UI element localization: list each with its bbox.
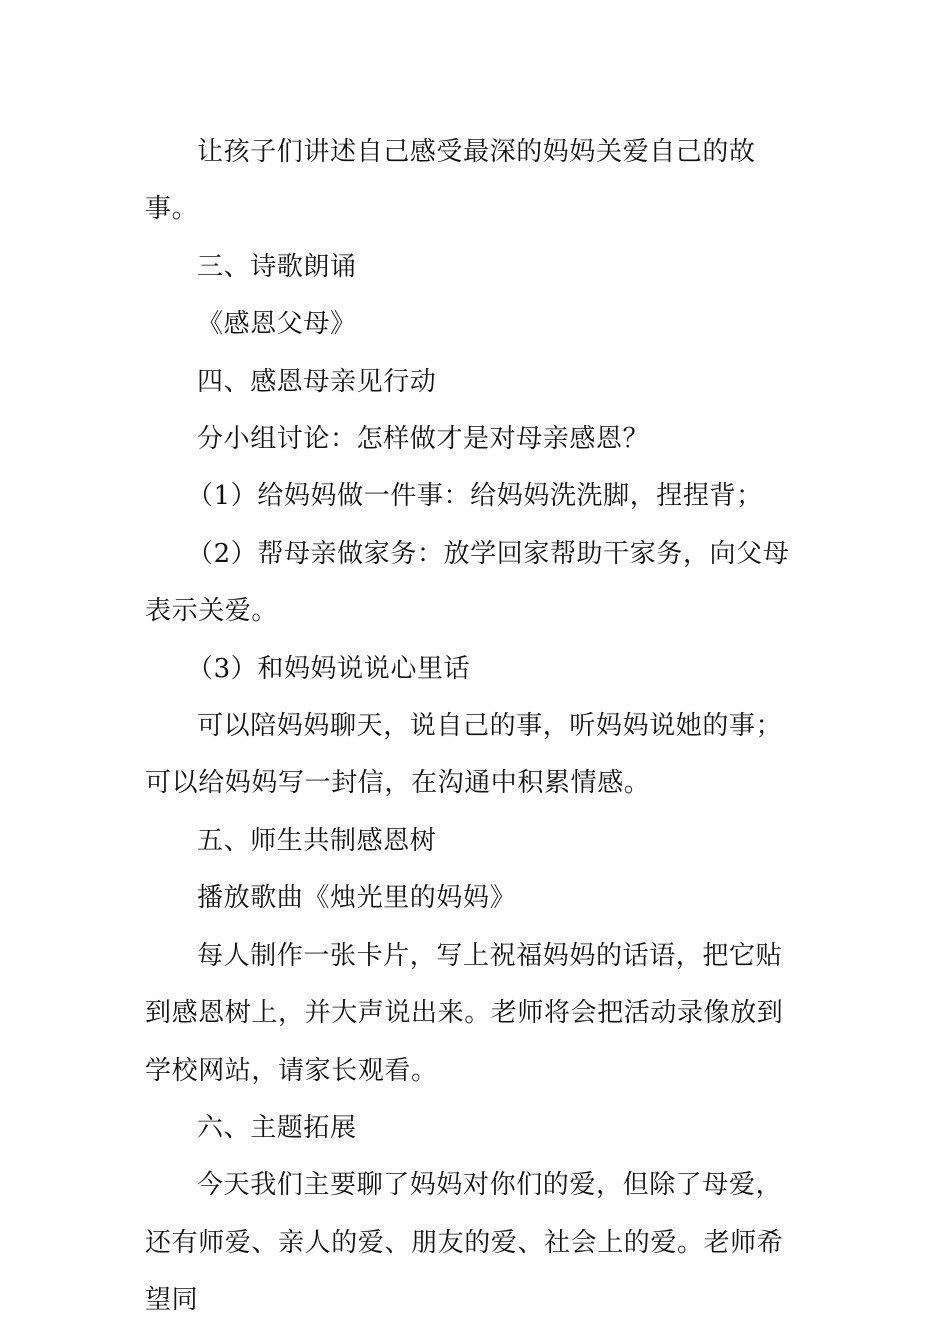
paragraph: 今天我们主要聊了妈妈对你们的爱，但除了母爱，还有师爱、亲人的爱、朋友的爱、社会上的爱。老师希望同 xyxy=(145,1170,784,1316)
list-item: （1）给妈妈做一件事：给妈妈洗洗脚，捏捏背； xyxy=(187,481,763,512)
paragraph: 分小组讨论：怎样做才是对母亲感恩？ xyxy=(197,424,650,455)
section-heading: 六、主题拓展 xyxy=(197,1112,357,1143)
paragraph: 《感恩父母》 xyxy=(197,309,357,340)
document-body xyxy=(145,124,807,1330)
paragraph: 每人制作一张卡片，写上祝福妈妈的话语，把它贴到感恩树上，并大声说出来。老师将会把活动录像放到学校网站，请家长观看。 xyxy=(145,940,784,1086)
paragraph: 让孩子们讲述自己感受最深的妈妈关爱自己的故事。 xyxy=(145,137,756,225)
list-item: （3）和妈妈说说心里话 xyxy=(187,653,471,684)
section-heading: 三、诗歌朗诵 xyxy=(197,251,357,282)
list-item: （2）帮母亲做家务：放学回家帮助干家务，向父母表示关爱。 xyxy=(145,538,790,627)
section-heading: 四、感恩母亲见行动 xyxy=(197,366,437,397)
section-heading: 五、师生共制感恩树 xyxy=(197,825,437,856)
paragraph: 播放歌曲《烛光里的妈妈》 xyxy=(197,883,517,914)
paragraph: 可以陪妈妈聊天，说自己的事，听妈妈说她的事；可以给妈妈写一封信，在沟通中积累情感。 xyxy=(145,711,783,799)
